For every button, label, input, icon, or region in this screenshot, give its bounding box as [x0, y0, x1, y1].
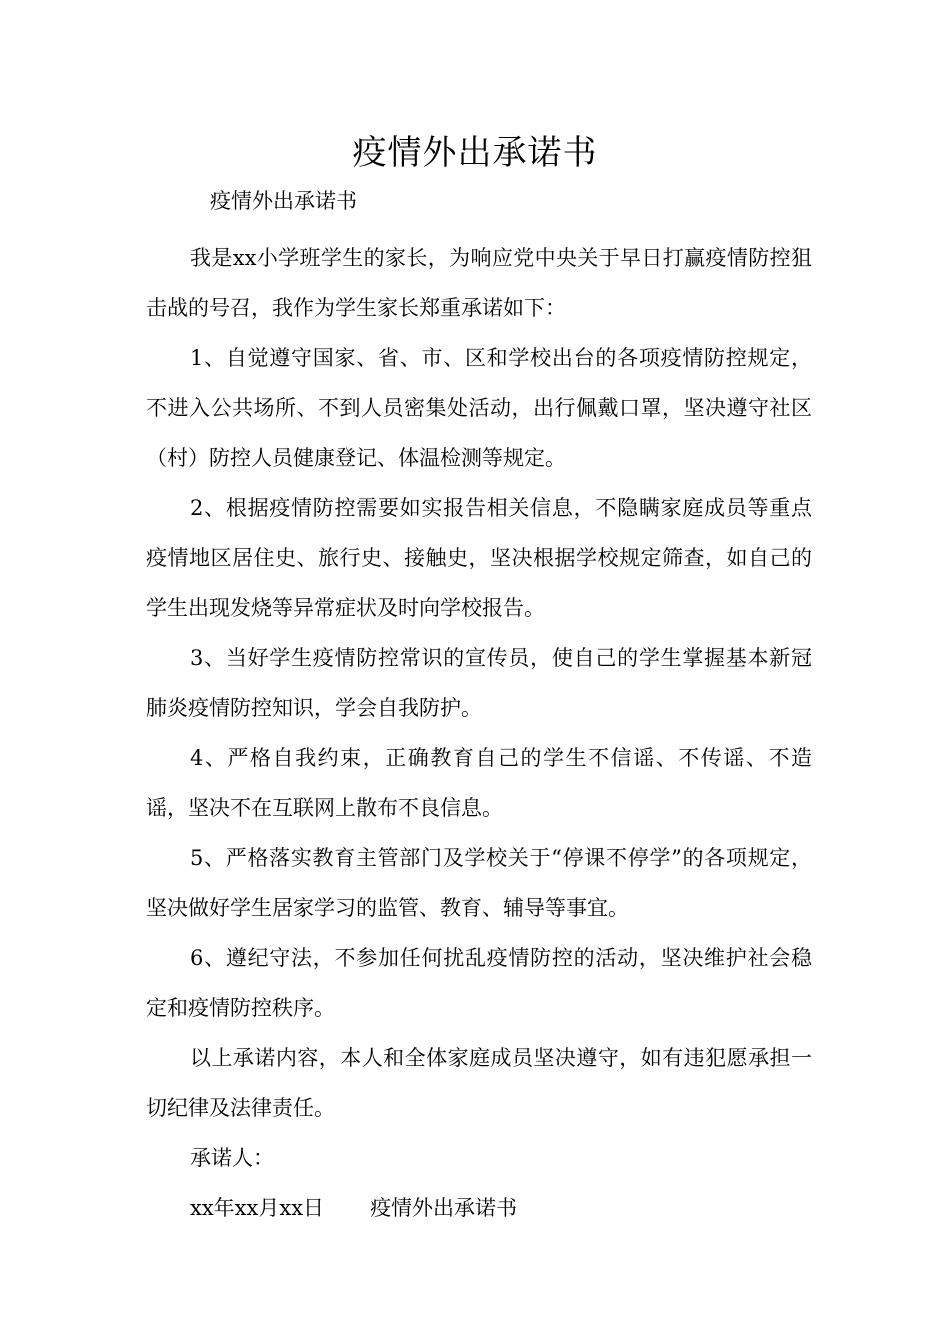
- pledge-item-3: 3、当好学生疫情防控常识的宣传员，使自己的学生掌握基本新冠肺炎疫情防控知识，学会自我防护。: [146, 646, 812, 720]
- pledge-item-6: 6、遵纪守法，不参加任何扰乱疫情防控的活动，坚决维护社会稳定和疫情防控秩序。: [146, 946, 812, 1020]
- signer-line: [146, 1133, 812, 1183]
- closing-paragraph: 以上承诺内容，本人和全体家庭成员坚决遵守，如有违犯愿承担一切纪律及法律责任。: [146, 1046, 812, 1120]
- intro-paragraph: 我是xx小学班学生的家长，为响应党中央关于早日打赢疫情防控狙击战的号召，我作为学生家长郑重承诺如下：: [146, 246, 812, 320]
- pledge-item-5: 5、严格落实教育主管部门及学校关于“停课不停学”的各项规定，坚决做好学生居家学习的监管、教育、辅导等事宜。: [146, 846, 812, 920]
- pledge-item-4: 4、严格自我约束，正确教育自己的学生不信谣、不传谣、不造谣，坚决不在互联网上散布不良信息。: [146, 746, 812, 820]
- pledge-item-2: 2、根据疫情防控需要如实报告相关信息，不隐瞒家庭成员等重点疫情地区居住史、旅行史、接触史，坚决根据学校规定筛查，如自己的学生出现发烧等异常症状及时向学校报告。: [146, 496, 812, 620]
- document-title: 疫情外出承诺书: [352, 133, 598, 173]
- document-body: [146, 233, 812, 1233]
- footer-title: 疫情外出承诺书: [370, 1196, 518, 1220]
- signer-label: 承诺人：: [190, 1146, 274, 1170]
- date-text: xx年xx月xx日: [190, 1196, 325, 1220]
- document-subtitle: 疫情外出承诺书: [210, 189, 357, 213]
- date-line: [146, 1183, 812, 1233]
- pledge-item-1: 1、自觉遵守国家、省、市、区和学校出台的各项疫情防控规定，不进入公共场所、不到人员密集处活动，出行佩戴口罩，坚决遵守社区（村）防控人员健康登记、体温检测等规定。: [146, 346, 812, 470]
